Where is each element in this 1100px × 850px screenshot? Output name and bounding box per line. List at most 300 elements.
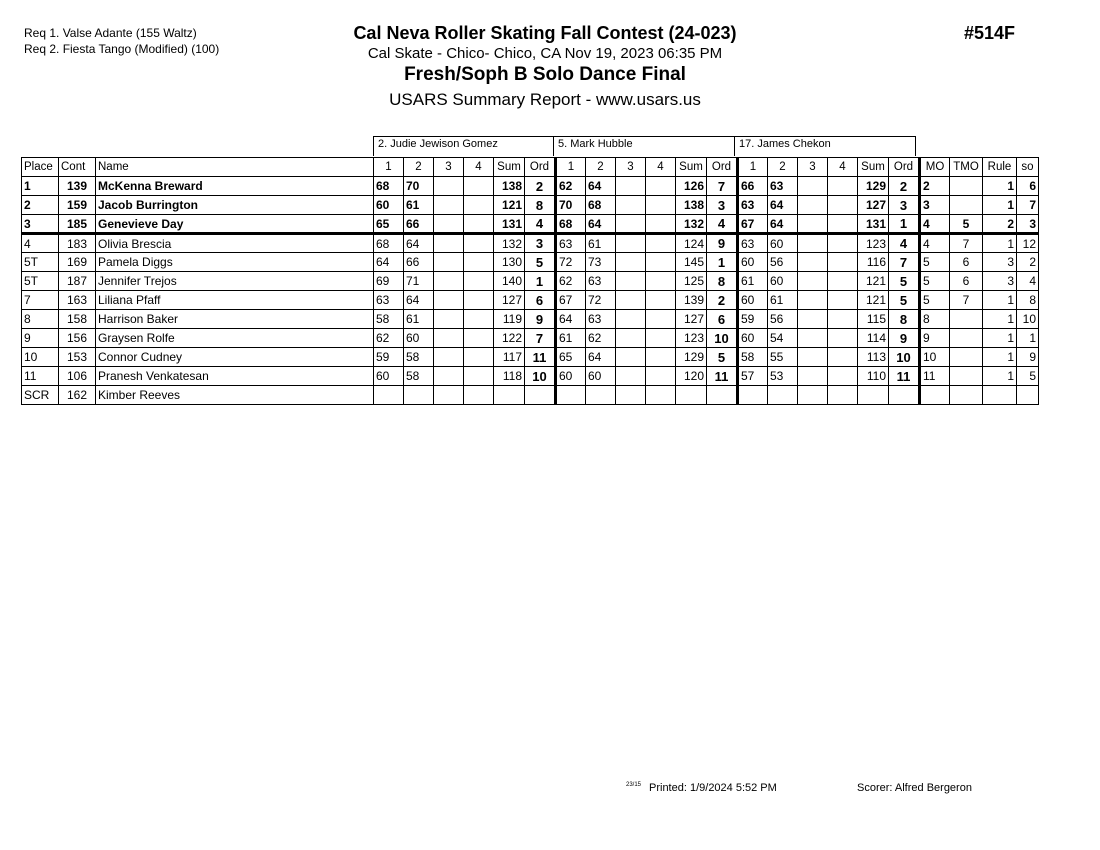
table-row bbox=[22, 253, 1039, 272]
table-row bbox=[22, 291, 1039, 310]
sum-cell: 114 bbox=[858, 329, 889, 348]
mark-cell bbox=[828, 310, 858, 329]
mo-cell: 11 bbox=[920, 367, 950, 386]
mark-cell: 53 bbox=[768, 367, 798, 386]
rule-cell: 3 bbox=[983, 272, 1017, 291]
mark-cell: 60 bbox=[556, 367, 586, 386]
contestant-cell: 162 bbox=[59, 386, 96, 405]
sum-cell: 121 bbox=[494, 196, 525, 215]
mark-cell: 61 bbox=[556, 329, 586, 348]
mark-cell bbox=[616, 367, 646, 386]
col-mark-header: 1 bbox=[738, 158, 768, 177]
mark-cell bbox=[464, 196, 494, 215]
ordinal-cell: 4 bbox=[525, 215, 556, 234]
mark-cell: 58 bbox=[374, 310, 404, 329]
place-cell: 1 bbox=[22, 177, 59, 196]
table-row bbox=[22, 386, 1039, 405]
mark-cell: 56 bbox=[768, 253, 798, 272]
col-place-header: Place bbox=[22, 158, 59, 177]
ordinal-cell: 9 bbox=[889, 329, 920, 348]
mark-cell: 65 bbox=[556, 348, 586, 367]
mark-cell: 64 bbox=[586, 348, 616, 367]
ordinal-cell: 11 bbox=[889, 367, 920, 386]
sum-cell: 127 bbox=[676, 310, 707, 329]
sum-cell: 131 bbox=[858, 215, 889, 234]
mark-cell: 59 bbox=[738, 310, 768, 329]
sum-cell: 119 bbox=[494, 310, 525, 329]
name-cell: Connor Cudney bbox=[96, 348, 374, 367]
sum-cell: 140 bbox=[494, 272, 525, 291]
mark-cell bbox=[646, 386, 676, 405]
col-sum-header: Sum bbox=[494, 158, 525, 177]
mark-cell bbox=[374, 386, 404, 405]
tmo-cell: 7 bbox=[950, 291, 983, 310]
mark-cell bbox=[798, 329, 828, 348]
mark-cell: 63 bbox=[586, 272, 616, 291]
mark-cell bbox=[646, 329, 676, 348]
mark-cell: 63 bbox=[374, 291, 404, 310]
mark-cell: 64 bbox=[374, 253, 404, 272]
table-row bbox=[22, 367, 1039, 386]
sum-cell: 121 bbox=[858, 291, 889, 310]
mark-cell bbox=[828, 291, 858, 310]
place-cell: 5T bbox=[22, 253, 59, 272]
ordinal-cell: 8 bbox=[707, 272, 738, 291]
mark-cell bbox=[828, 348, 858, 367]
page-id: 23/15 bbox=[626, 782, 642, 788]
mark-cell bbox=[798, 215, 828, 234]
ordinal-cell: 1 bbox=[707, 253, 738, 272]
mark-cell bbox=[616, 177, 646, 196]
mark-cell bbox=[646, 310, 676, 329]
so-cell: 12 bbox=[1017, 234, 1039, 253]
mark-cell bbox=[434, 386, 464, 405]
mark-cell bbox=[798, 291, 828, 310]
sum-cell: 129 bbox=[858, 177, 889, 196]
header-row bbox=[22, 158, 1039, 177]
mark-cell bbox=[434, 234, 464, 253]
place-cell: 7 bbox=[22, 291, 59, 310]
mark-cell bbox=[586, 386, 616, 405]
col-sum-header: Sum bbox=[676, 158, 707, 177]
mark-cell bbox=[828, 253, 858, 272]
mark-cell bbox=[798, 348, 828, 367]
name-cell: Graysen Rolfe bbox=[96, 329, 374, 348]
col-mark-header: 1 bbox=[374, 158, 404, 177]
mark-cell bbox=[556, 386, 586, 405]
place-cell: 8 bbox=[22, 310, 59, 329]
so-cell: 2 bbox=[1017, 253, 1039, 272]
mark-cell bbox=[616, 291, 646, 310]
sum-cell: 125 bbox=[676, 272, 707, 291]
ordinal-cell: 3 bbox=[889, 196, 920, 215]
mark-cell: 60 bbox=[768, 234, 798, 253]
mark-cell: 63 bbox=[768, 177, 798, 196]
mark-cell: 56 bbox=[768, 310, 798, 329]
tmo-cell bbox=[950, 348, 983, 367]
mark-cell: 64 bbox=[586, 215, 616, 234]
col-mark-header: 4 bbox=[828, 158, 858, 177]
rule-cell: 1 bbox=[983, 196, 1017, 215]
mark-cell: 59 bbox=[374, 348, 404, 367]
mark-cell: 64 bbox=[768, 215, 798, 234]
results-table bbox=[21, 157, 1039, 405]
mark-cell bbox=[828, 177, 858, 196]
tmo-cell bbox=[950, 177, 983, 196]
col-mark-header: 2 bbox=[586, 158, 616, 177]
mark-cell bbox=[434, 367, 464, 386]
ordinal-cell: 6 bbox=[525, 291, 556, 310]
mark-cell bbox=[434, 329, 464, 348]
sum-cell bbox=[858, 386, 889, 405]
ordinal-cell: 3 bbox=[525, 234, 556, 253]
name-cell: Jennifer Trejos bbox=[96, 272, 374, 291]
mark-cell bbox=[616, 215, 646, 234]
sum-cell: 131 bbox=[494, 215, 525, 234]
mark-cell bbox=[646, 367, 676, 386]
mark-cell bbox=[464, 177, 494, 196]
mark-cell: 68 bbox=[374, 177, 404, 196]
sum-cell: 116 bbox=[858, 253, 889, 272]
name-cell: Pranesh Venkatesan bbox=[96, 367, 374, 386]
mark-cell: 60 bbox=[586, 367, 616, 386]
contestant-cell: 159 bbox=[59, 196, 96, 215]
sum-cell: 129 bbox=[676, 348, 707, 367]
mo-cell: 5 bbox=[920, 291, 950, 310]
mark-cell bbox=[828, 196, 858, 215]
mark-cell bbox=[434, 348, 464, 367]
sum-cell: 132 bbox=[676, 215, 707, 234]
mo-cell: 8 bbox=[920, 310, 950, 329]
mark-cell: 62 bbox=[586, 329, 616, 348]
rule-cell: 1 bbox=[983, 234, 1017, 253]
mark-cell: 57 bbox=[738, 367, 768, 386]
mo-cell: 4 bbox=[920, 234, 950, 253]
mark-cell bbox=[646, 196, 676, 215]
mark-cell bbox=[646, 215, 676, 234]
so-cell: 7 bbox=[1017, 196, 1039, 215]
mark-cell bbox=[404, 386, 434, 405]
event-name: Fresh/Soph B Solo Dance Final bbox=[404, 64, 686, 85]
sum-cell: 124 bbox=[676, 234, 707, 253]
ordinal-cell bbox=[707, 386, 738, 405]
mark-cell bbox=[464, 234, 494, 253]
mark-cell: 63 bbox=[586, 310, 616, 329]
mark-cell: 60 bbox=[768, 272, 798, 291]
mark-cell: 63 bbox=[556, 234, 586, 253]
mark-cell bbox=[828, 329, 858, 348]
sum-cell: 132 bbox=[494, 234, 525, 253]
sum-cell: 130 bbox=[494, 253, 525, 272]
sum-cell: 115 bbox=[858, 310, 889, 329]
contestant-cell: 163 bbox=[59, 291, 96, 310]
sum-cell: 123 bbox=[858, 234, 889, 253]
tmo-cell bbox=[950, 196, 983, 215]
contestant-cell: 187 bbox=[59, 272, 96, 291]
tmo-cell: 6 bbox=[950, 253, 983, 272]
contestant-cell: 139 bbox=[59, 177, 96, 196]
place-cell: 10 bbox=[22, 348, 59, 367]
ordinal-cell: 8 bbox=[525, 196, 556, 215]
col-mark-header: 1 bbox=[556, 158, 586, 177]
name-cell: Harrison Baker bbox=[96, 310, 374, 329]
venue-date: Cal Skate - Chico- Chico, CA Nov 19, 2023 06:35 PM bbox=[367, 45, 723, 62]
col-mark-header: 3 bbox=[434, 158, 464, 177]
rule-cell: 1 bbox=[983, 177, 1017, 196]
mark-cell bbox=[464, 272, 494, 291]
ordinal-cell: 4 bbox=[707, 215, 738, 234]
ordinal-cell: 7 bbox=[525, 329, 556, 348]
sum-cell: 139 bbox=[676, 291, 707, 310]
rule-cell: 3 bbox=[983, 253, 1017, 272]
mark-cell: 68 bbox=[556, 215, 586, 234]
ordinal-cell: 10 bbox=[707, 329, 738, 348]
sum-cell: 123 bbox=[676, 329, 707, 348]
so-cell: 10 bbox=[1017, 310, 1039, 329]
mark-cell: 58 bbox=[404, 348, 434, 367]
mark-cell bbox=[646, 177, 676, 196]
ordinal-cell bbox=[525, 386, 556, 405]
mo-cell: 2 bbox=[920, 177, 950, 196]
rule-cell: 1 bbox=[983, 329, 1017, 348]
ordinal-cell: 10 bbox=[889, 348, 920, 367]
so-cell: 8 bbox=[1017, 291, 1039, 310]
mark-cell: 71 bbox=[404, 272, 434, 291]
event-code: #514F bbox=[964, 23, 1016, 43]
mark-cell bbox=[464, 367, 494, 386]
tmo-cell: 6 bbox=[950, 272, 983, 291]
mark-cell bbox=[738, 386, 768, 405]
place-cell: 2 bbox=[22, 196, 59, 215]
mark-cell: 62 bbox=[556, 177, 586, 196]
mark-cell: 62 bbox=[374, 329, 404, 348]
mark-cell: 64 bbox=[768, 196, 798, 215]
ordinal-cell: 4 bbox=[889, 234, 920, 253]
name-cell: Olivia Brescia bbox=[96, 234, 374, 253]
mark-cell: 64 bbox=[404, 291, 434, 310]
mark-cell: 58 bbox=[404, 367, 434, 386]
mark-cell bbox=[616, 253, 646, 272]
mark-cell bbox=[798, 177, 828, 196]
judge-2-header: 5. Mark Hubble bbox=[553, 136, 735, 156]
mark-cell bbox=[616, 234, 646, 253]
so-cell: 1 bbox=[1017, 329, 1039, 348]
mark-cell bbox=[434, 215, 464, 234]
so-cell: 3 bbox=[1017, 215, 1039, 234]
sum-cell: 127 bbox=[858, 196, 889, 215]
mark-cell bbox=[646, 348, 676, 367]
ordinal-cell: 5 bbox=[889, 291, 920, 310]
sum-cell bbox=[494, 386, 525, 405]
mark-cell bbox=[828, 234, 858, 253]
mark-cell: 62 bbox=[556, 272, 586, 291]
name-cell: Jacob Burrington bbox=[96, 196, 374, 215]
ordinal-cell: 1 bbox=[889, 215, 920, 234]
mark-cell: 64 bbox=[556, 310, 586, 329]
so-cell: 9 bbox=[1017, 348, 1039, 367]
contestant-cell: 156 bbox=[59, 329, 96, 348]
required-dance-2: Req 2. Fiesta Tango (Modified) (100) bbox=[24, 42, 220, 56]
mark-cell: 66 bbox=[404, 215, 434, 234]
mark-cell: 61 bbox=[404, 310, 434, 329]
mark-cell bbox=[798, 272, 828, 291]
printed-date: Printed: 1/9/2024 5:52 PM bbox=[649, 782, 777, 794]
col-rule-header: Rule bbox=[983, 158, 1017, 177]
so-cell: 6 bbox=[1017, 177, 1039, 196]
contestant-cell: 153 bbox=[59, 348, 96, 367]
mark-cell: 63 bbox=[738, 234, 768, 253]
mark-cell bbox=[434, 272, 464, 291]
mark-cell: 63 bbox=[738, 196, 768, 215]
mark-cell bbox=[464, 310, 494, 329]
rule-cell: 1 bbox=[983, 310, 1017, 329]
ordinal-cell: 8 bbox=[889, 310, 920, 329]
mark-cell: 67 bbox=[556, 291, 586, 310]
mark-cell bbox=[434, 196, 464, 215]
mark-cell bbox=[616, 310, 646, 329]
tmo-cell: 5 bbox=[950, 215, 983, 234]
name-cell: Kimber Reeves bbox=[96, 386, 374, 405]
col-ord-header: Ord bbox=[525, 158, 556, 177]
mark-cell: 55 bbox=[768, 348, 798, 367]
mark-cell: 69 bbox=[374, 272, 404, 291]
mark-cell bbox=[464, 386, 494, 405]
place-cell: 5T bbox=[22, 272, 59, 291]
sum-cell: 145 bbox=[676, 253, 707, 272]
name-cell: Liliana Pfaff bbox=[96, 291, 374, 310]
ordinal-cell: 11 bbox=[707, 367, 738, 386]
mark-cell: 72 bbox=[586, 291, 616, 310]
contestant-cell: 185 bbox=[59, 215, 96, 234]
ordinal-cell: 6 bbox=[707, 310, 738, 329]
ordinal-cell: 5 bbox=[707, 348, 738, 367]
sum-cell: 126 bbox=[676, 177, 707, 196]
mark-cell: 66 bbox=[404, 253, 434, 272]
mark-cell bbox=[616, 196, 646, 215]
place-cell: 9 bbox=[22, 329, 59, 348]
table-row bbox=[22, 234, 1039, 253]
sum-cell: 122 bbox=[494, 329, 525, 348]
sum-cell: 127 bbox=[494, 291, 525, 310]
ordinal-cell: 9 bbox=[525, 310, 556, 329]
mark-cell bbox=[434, 310, 464, 329]
mark-cell bbox=[464, 253, 494, 272]
name-cell: Genevieve Day bbox=[96, 215, 374, 234]
mark-cell: 68 bbox=[586, 196, 616, 215]
ordinal-cell: 11 bbox=[525, 348, 556, 367]
mark-cell: 72 bbox=[556, 253, 586, 272]
mark-cell: 61 bbox=[768, 291, 798, 310]
mark-cell: 70 bbox=[404, 177, 434, 196]
sum-cell: 110 bbox=[858, 367, 889, 386]
sum-cell: 118 bbox=[494, 367, 525, 386]
mark-cell bbox=[798, 234, 828, 253]
col-tmo-header: TMO bbox=[950, 158, 983, 177]
so-cell: 4 bbox=[1017, 272, 1039, 291]
mark-cell bbox=[798, 253, 828, 272]
sum-cell: 138 bbox=[676, 196, 707, 215]
rule-cell: 2 bbox=[983, 215, 1017, 234]
table-row bbox=[22, 272, 1039, 291]
ordinal-cell: 7 bbox=[889, 253, 920, 272]
mark-cell: 66 bbox=[738, 177, 768, 196]
mo-cell: 5 bbox=[920, 253, 950, 272]
mo-cell: 5 bbox=[920, 272, 950, 291]
tmo-cell bbox=[950, 310, 983, 329]
contestant-cell: 158 bbox=[59, 310, 96, 329]
mark-cell bbox=[434, 291, 464, 310]
rule-cell: 1 bbox=[983, 367, 1017, 386]
mark-cell: 61 bbox=[586, 234, 616, 253]
mark-cell: 70 bbox=[556, 196, 586, 215]
mo-cell: 10 bbox=[920, 348, 950, 367]
mark-cell bbox=[464, 291, 494, 310]
so-cell: 5 bbox=[1017, 367, 1039, 386]
mark-cell: 54 bbox=[768, 329, 798, 348]
sum-cell: 138 bbox=[494, 177, 525, 196]
mark-cell: 60 bbox=[738, 291, 768, 310]
ordinal-cell: 5 bbox=[525, 253, 556, 272]
tmo-cell bbox=[950, 367, 983, 386]
table-row bbox=[22, 348, 1039, 367]
required-dance-1: Req 1. Valse Adante (155 Waltz) bbox=[24, 26, 197, 40]
mark-cell: 61 bbox=[738, 272, 768, 291]
contestant-cell: 106 bbox=[59, 367, 96, 386]
mark-cell: 60 bbox=[738, 329, 768, 348]
mark-cell bbox=[798, 310, 828, 329]
place-cell: 4 bbox=[22, 234, 59, 253]
col-sum-header: Sum bbox=[858, 158, 889, 177]
mark-cell bbox=[798, 367, 828, 386]
col-mark-header: 4 bbox=[646, 158, 676, 177]
mo-cell bbox=[920, 386, 950, 405]
report-name: USARS Summary Report - www.usars.us bbox=[389, 90, 701, 109]
mark-cell: 61 bbox=[404, 196, 434, 215]
so-cell bbox=[1017, 386, 1039, 405]
mark-cell bbox=[434, 253, 464, 272]
mark-cell bbox=[464, 348, 494, 367]
mark-cell: 64 bbox=[586, 177, 616, 196]
rule-cell: 1 bbox=[983, 291, 1017, 310]
mark-cell bbox=[464, 215, 494, 234]
contestant-cell: 183 bbox=[59, 234, 96, 253]
mark-cell bbox=[828, 367, 858, 386]
col-mo-header: MO bbox=[920, 158, 950, 177]
mark-cell bbox=[616, 386, 646, 405]
mark-cell: 65 bbox=[374, 215, 404, 234]
ordinal-cell: 3 bbox=[707, 196, 738, 215]
mark-cell bbox=[616, 329, 646, 348]
ordinal-cell: 7 bbox=[707, 177, 738, 196]
col-mark-header: 2 bbox=[404, 158, 434, 177]
ordinal-cell bbox=[889, 386, 920, 405]
mo-cell: 9 bbox=[920, 329, 950, 348]
mark-cell: 58 bbox=[738, 348, 768, 367]
scorer: Scorer: Alfred Bergeron bbox=[857, 782, 972, 794]
mo-cell: 3 bbox=[920, 196, 950, 215]
name-cell: Pamela Diggs bbox=[96, 253, 374, 272]
place-cell: 3 bbox=[22, 215, 59, 234]
mark-cell: 73 bbox=[586, 253, 616, 272]
col-ord-header: Ord bbox=[889, 158, 920, 177]
sum-cell: 117 bbox=[494, 348, 525, 367]
rule-cell bbox=[983, 386, 1017, 405]
col-mark-header: 3 bbox=[616, 158, 646, 177]
mark-cell: 64 bbox=[404, 234, 434, 253]
mark-cell bbox=[646, 234, 676, 253]
place-cell: SCR bbox=[22, 386, 59, 405]
ordinal-cell: 5 bbox=[889, 272, 920, 291]
